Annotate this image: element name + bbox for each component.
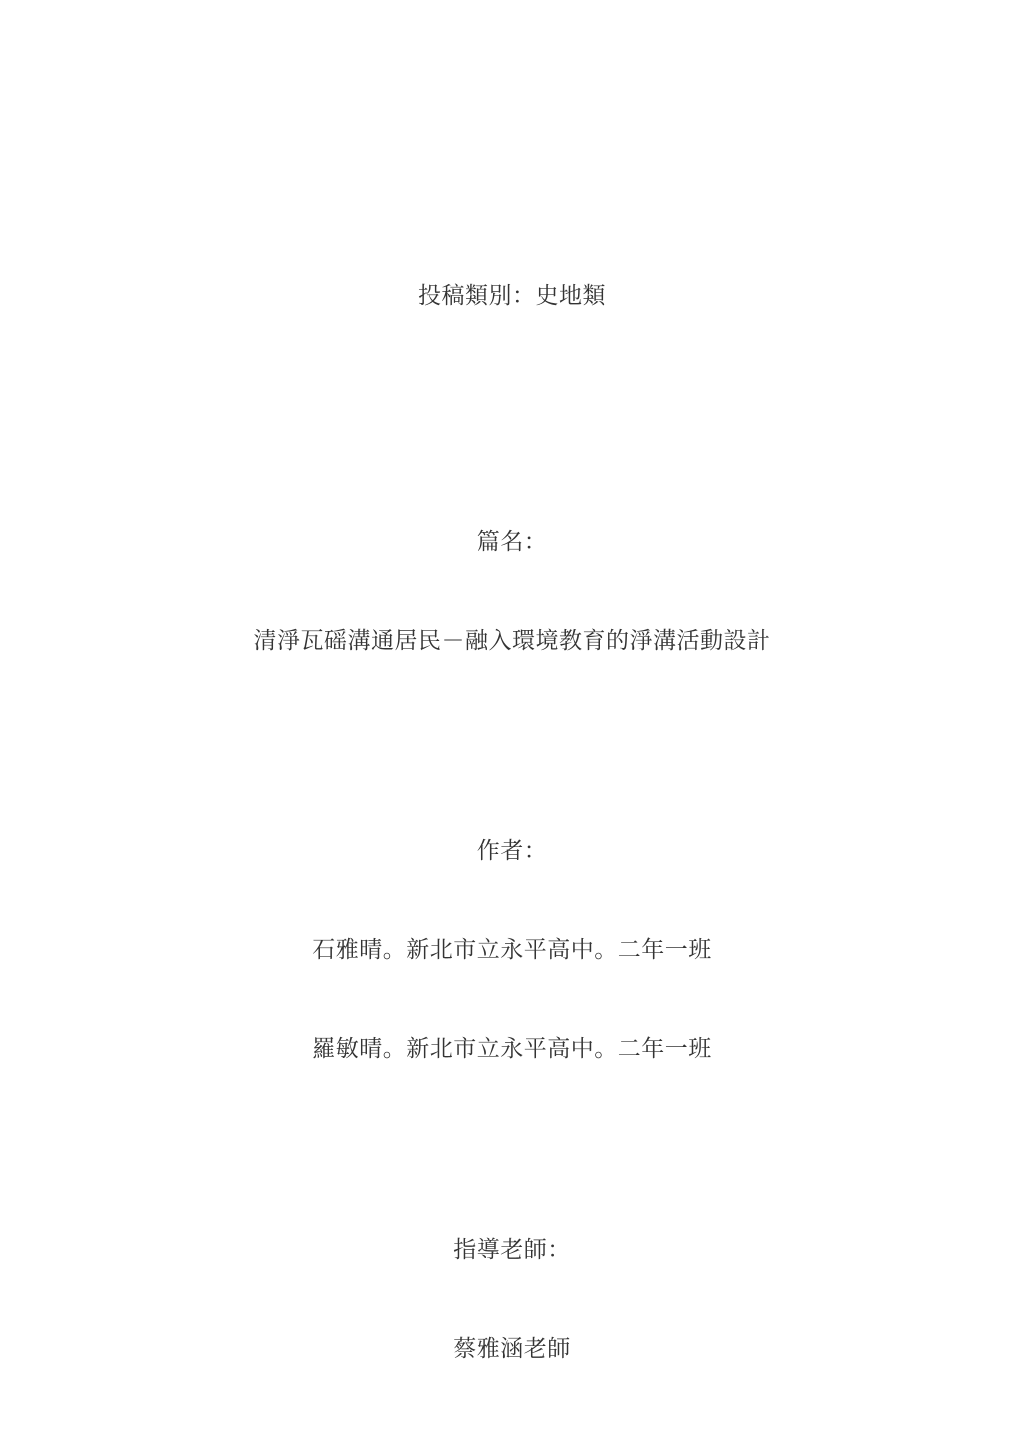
title-section bbox=[0, 459, 1024, 723]
advisor-section bbox=[0, 1167, 1024, 1431]
authors-label: 作者： bbox=[476, 838, 548, 863]
paper-title: 清淨瓦磘溝通居民－融入環境教育的淨溝活動設計 bbox=[253, 628, 771, 653]
advisor-label: 指導老師： bbox=[453, 1237, 571, 1262]
author-line: 石雅晴。新北市立永平高中。二年一班 bbox=[312, 937, 712, 962]
title-label: 篇名： bbox=[476, 529, 548, 554]
submission-category-line bbox=[0, 213, 1024, 378]
author-line: 羅敏晴。新北市立永平高中。二年一班 bbox=[312, 1036, 712, 1061]
submission-category-text: 投稿類別：史地類 bbox=[418, 283, 606, 308]
authors-section bbox=[0, 768, 1024, 1131]
advisor-name: 蔡雅涵老師 bbox=[453, 1336, 571, 1361]
